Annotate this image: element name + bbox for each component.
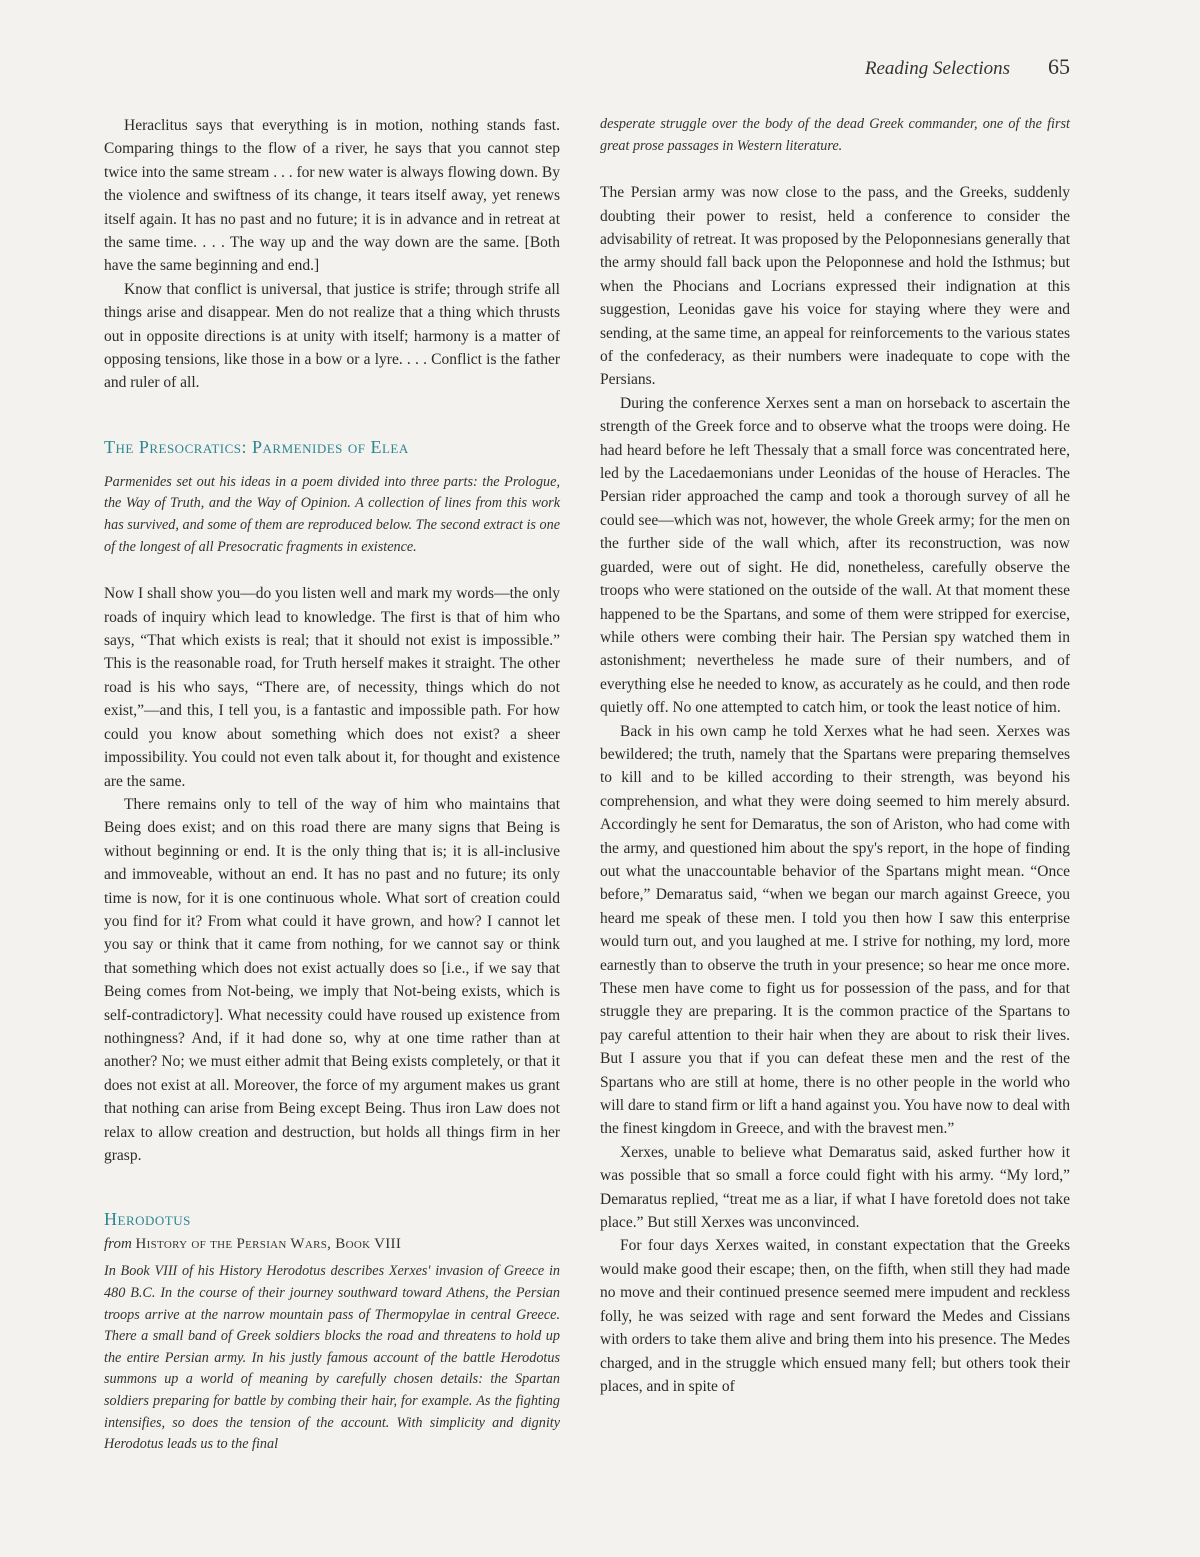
- herodotus-paragraph: Back in his own camp he told Xerxes what he had seen. Xerxes was bewildered; the truth, namely that the Spartans were preparing themselves to kill and to be killed according to their strength, was beyond his comprehension, and what they were doing seemed to him merely absurd. Accordingly he sent for Demaratus, the son of Ariston, who had come with the army, and questioned him about the spy's report, in the hope of finding out what the unaccountable behavior of the Spartans might mean. “Once before,” Demaratus said, “when we began our march against Greece, you heard me speak of these men. I told you then how I saw this enterprise would turn out, and you laughed at me. I strive for nothing, my lord, more earnestly than to observe the truth in your presence; so hear me once more. These men have come to fight us for possession of the pass, and for that struggle they are preparing. It is the common practice of the Spartans to pay careful attention to their hair when they are about to risk their lives. But I assure you that if you can defeat these men and the rest of the Spartans who are still at home, there is no other people in the world who will dare to stand firm or lift a hand against you. You have now to deal with the finest kingdom in Greece, and with the bravest men.”: [600, 722, 1070, 1138]
- right-column: [600, 114, 1070, 1398]
- parmenides-intro: Parmenides set out his ideas in a poem divided into three parts: the Prologue, the Way of Truth, and the Way of Opinion. A collection of lines from this work has survived, and some of them are reproduced below. The second extract is one of the longest of all Presocratic fragments in existence.: [104, 473, 560, 555]
- herodotus-paragraph: The Persian army was now close to the pass, and the Greeks, suddenly doubting their power to resist, held a conference to consider the advisability of retreat. It was proposed by the Peloponnesians generally that the army should fall back upon the Peloponnese and hold the Isthmus; but when the Phocians and Locrians expressed their indignation at this suggestion, Leonidas gave his voice for staying where they were and sending, at the same time, an appeal for reinforcements to the various states of the confederacy, as their numbers were inadequate to cope with the Persians.: [600, 184, 1070, 389]
- running-head: [865, 54, 1070, 80]
- left-column: [104, 114, 560, 1456]
- source-work: History of the Persian Wars, Book VIII: [135, 1236, 402, 1253]
- source-line: [104, 1236, 560, 1253]
- heraclitus-paragraph: Know that conflict is universal, that justice is strife; through strife all things arise and disappear. Men do not realize that a thing which thrusts out in opposite directions is at unity with itself; harmony is a matter of opposing tensions, like those in a bow or a lyre. . . . Conflict is the father and ruler of all.: [104, 280, 560, 392]
- parmenides-paragraph: There remains only to tell of the way of him who maintains that Being does exist; and on this road there are many signs that Being is without beginning or end. It is the only thing that is; it is all-inclusive and immoveable, without an end. It has no past and no future; its only time is now, for it is one continuous whole. What sort of creation could you find for it? From what could it have grown, and how? I cannot let you say or think that it came from nothing, for we cannot say or think that something which does not exist actually does so [i.e., if we say that Being comes from Not-being, we imply that Not-being exists, which is self-contradictory]. What necessity could have roused up existence from nothingness? And, if it had done so, why at one time rather than at another? No; we must either admit that Being exists completely, or that it does not exist at all. Moreover, the force of my argument makes us grant that nothing can arise from Being except Being. Thus iron Law does not relax to allow creation and destruction, but holds all things firm in her grasp.: [104, 795, 560, 1164]
- heraclitus-paragraph: Heraclitus says that everything is in motion, nothing stands fast. Comparing things to the flow of a river, he says that you cannot step twice into the same stream . . . for new water is always flowing down. By the violence and swiftness of its change, it tears itself away, yet renews itself again. It has no past and no future; it is in advance and in retreat at the same time. . . . The way up and the way down are the same. [Both have the same beginning and end.]: [104, 117, 560, 275]
- source-from: from: [104, 1236, 132, 1253]
- herodotus-paragraph: Xerxes, unable to believe what Demaratus said, asked further how it was possible that so small a force could fight with his army. “My lord,” Demaratus replied, “treat me as a liar, if what I have foretold does not take place.” But still Xerxes was unconvinced.: [600, 1143, 1070, 1232]
- page-number: 65: [1048, 54, 1070, 79]
- herodotus-intro-continued: desperate struggle over the body of the dead Greek commander, one of the first great prose passages in Western literature.: [600, 116, 1070, 154]
- section-heading-parmenides: The Presocratics: Parmenides of Elea: [104, 436, 409, 457]
- section-heading-herodotus: Herodotus: [104, 1209, 191, 1230]
- running-title: Reading Selections: [864, 58, 1010, 79]
- herodotus-paragraph: During the conference Xerxes sent a man on horseback to ascertain the strength of the Greek force and to observe what the troops were doing. He had heard before he left Thessaly that a small force was concentrated here, led by the Lacedaemonians under Leonidas of the house of Heracles. The Persian rider approached the camp and took a thorough survey of all he could see—which was not, however, the whole Greek army; for the men on the further side of the wall which, after its reconstruction, was now guarded, were out of sight. He did, nonetheless, carefully observe the troops who were stationed on the outside of the wall. At that moment these happened to be the Spartans, and some of them were stripped for exercise, while others were combing their hair. The Persian spy watched them in astonishment; nevertheless he made sure of their numbers, and of everything else he needed to know, as accurately as he could, and then rode quietly off. No one attempted to catch him, or took the least notice of him.: [600, 394, 1070, 717]
- herodotus-intro: In Book VIII of his History Herodotus describes Xerxes' invasion of Greece in 480 B.C. In the course of their journey southward toward Athens, the Persian troops arrive at the narrow mountain pass of Thermopylae in central Greece. There a small band of Greek soldiers blocks the road and threatens to hold up the entire Persian army. In his justly famous account of the battle Herodotus summons up a world of meaning by carefully chosen details: the Spartan soldiers preparing for battle by combing their hair, for example. As the fighting intensifies, so does the tension of the account. With simplicity and dignity Herodotus leads us to the final: [104, 1263, 560, 1453]
- herodotus-paragraph: For four days Xerxes waited, in constant expectation that the Greeks would make good their escape; then, on the fifth, when still they had made no move and their continued presence seemed mere impudent and reckless folly, he was seized with rage and sent forward the Medes and Cissians with orders to take them alive and bring them into his presence. The Medes charged, and in the struggle which ensued many fell; but others took their places, and in spite of: [600, 1237, 1070, 1395]
- parmenides-paragraph: Now I shall show you—do you listen well and mark my words—the only roads of inquiry which lead to knowledge. The first is that of him who says, “That which exists is real; that it should not exist is impossible.” This is the reasonable road, for Truth herself makes it straight. The other road is his who says, “There are, of necessity, things which do not exist,”—and this, I tell you, is a fantastic and impossible path. For how could you know about something which does not exist? a sheer impossibility. You could not even talk about it, for thought and existence are the same.: [104, 585, 560, 790]
